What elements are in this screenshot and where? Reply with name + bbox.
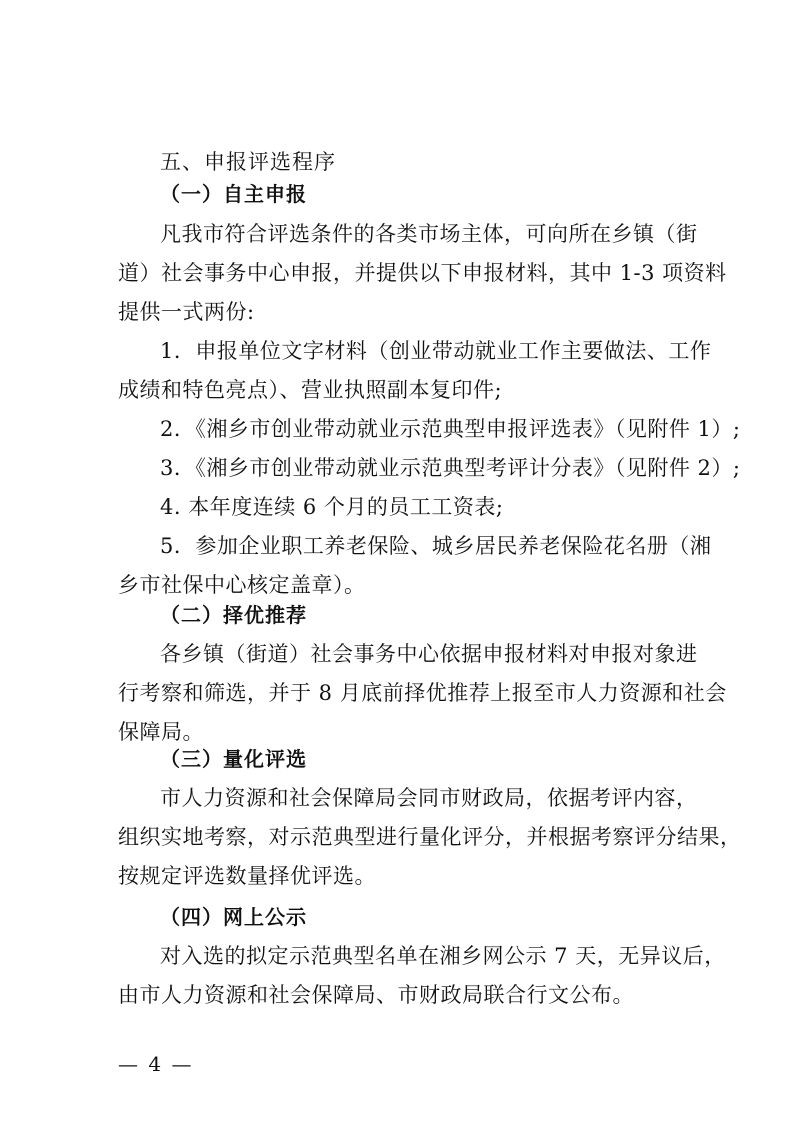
- paragraph-line: 对入选的拟定示范典型名单在湘乡网公示 7 天，无异议后，: [160, 944, 726, 968]
- list-item: 3．《湘乡市创业带动就业示范典型考评计分表》（见附件 2）;: [160, 456, 741, 480]
- list-item: 4. 本年度连续 6 个月的员工工资表;: [160, 495, 504, 519]
- paragraph-line: 提供一式两份:: [118, 300, 255, 324]
- paragraph-line: 行考察和筛选，并于 8 月底前择优推荐上报至市人力资源和社会: [118, 681, 727, 705]
- subheading-1: （一）自主申报: [160, 182, 307, 206]
- list-item: 成绩和特色亮点）、营业执照副本复印件;: [118, 378, 503, 402]
- paragraph-line: 各乡镇（街道）社会事务中心依据申报材料对申报对象进: [160, 642, 698, 666]
- paragraph-line: 由市人力资源和社会保障局、市财政局联合行文公布。: [118, 983, 634, 1007]
- paragraph-line: 保障局。: [118, 720, 204, 744]
- paragraph-line: 道）社会事务中心申报，并提供以下申报材料，其中 1-3 项资料: [118, 261, 727, 285]
- list-item: 乡市社保中心核定盖章）。: [118, 573, 366, 597]
- page-number: — 4 —: [118, 1052, 194, 1076]
- paragraph-line: 市人力资源和社会保障局会同市财政局，依据考评内容，: [160, 786, 698, 810]
- list-item: 2．《湘乡市创业带动就业示范典型申报评选表》（见附件 1）;: [160, 417, 741, 441]
- subheading-2: （二）择优推荐: [160, 603, 307, 627]
- subheading-3: （三）量化评选: [160, 747, 307, 771]
- subheading-4: （四）网上公示: [160, 905, 307, 929]
- list-item: 5．参加企业职工养老保险、城乡居民养老保险花名册（湘: [160, 534, 712, 558]
- paragraph-line: 凡我市符合评选条件的各类市场主体，可向所在乡镇（街: [160, 222, 698, 246]
- section-heading: 五、申报评选程序: [160, 150, 336, 174]
- list-item: 1．申报单位文字材料（创业带动就业工作主要做法、工作: [160, 339, 712, 363]
- paragraph-line: 组织实地考察，对示范典型进行量化评分，并根据考察评分结果，: [118, 825, 742, 849]
- paragraph-line: 按规定评选数量择优评选。: [118, 864, 376, 888]
